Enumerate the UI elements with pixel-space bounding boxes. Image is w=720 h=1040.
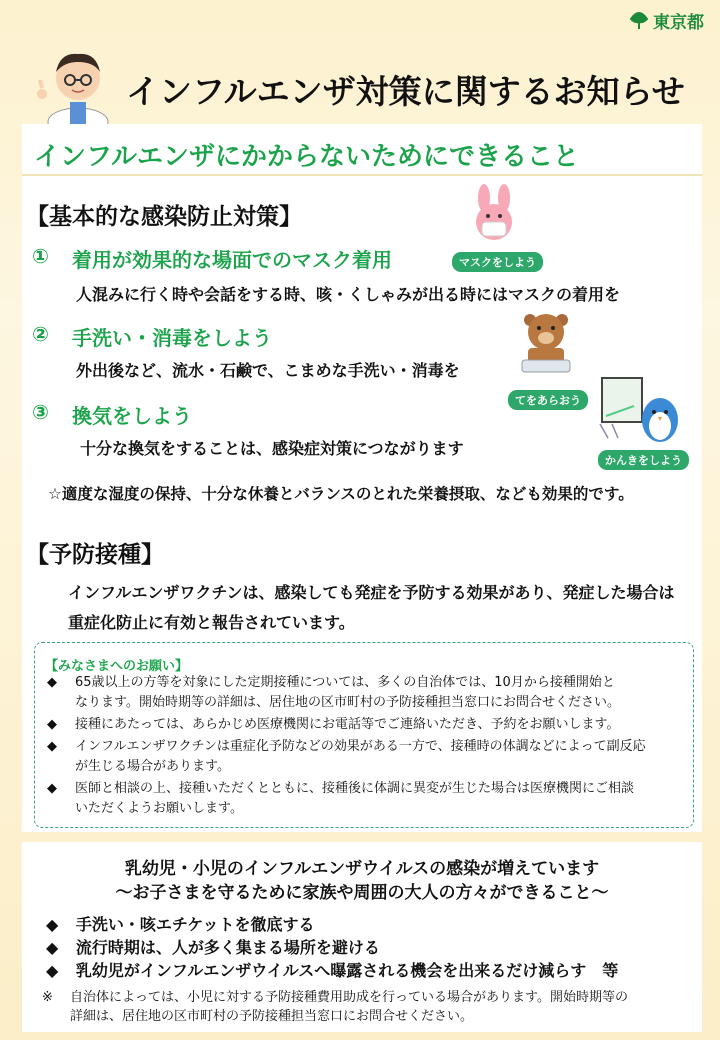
- prevention-panel: [22, 124, 702, 832]
- diamond-bullet-icon: ◆: [47, 717, 57, 732]
- notice-line: なります。開始時期等の詳細は、居住地の区市町村の予防接種担当窓口にお問合せください。: [75, 695, 620, 710]
- notice-line: いただくようお願いします。: [75, 801, 243, 816]
- notice-box: [34, 642, 694, 828]
- vaccine-line-2: 重症化防止に有効と報告されています。: [68, 613, 355, 632]
- ginkgo-leaf-icon: [629, 11, 649, 31]
- notice-line: インフルエンザワクチンは重症化予防などの効果がある一方で、接種時の体調などによって副反応: [75, 739, 646, 754]
- notice-line: が生じる場合があります。: [75, 759, 230, 774]
- children-item-text: 流行時期は、人が多く集まる場所を避ける: [75, 938, 380, 957]
- reference-mark-icon: ※: [42, 990, 53, 1005]
- children-heading-2: ～お子さまを守るために家族や周囲の大人の方々ができること～: [115, 883, 609, 903]
- notice-item: [47, 737, 687, 777]
- children-item-text: 手洗い・咳エチケットを徹底する: [75, 915, 315, 934]
- children-item: [46, 958, 618, 981]
- bear-handwash-illustration: [518, 308, 574, 374]
- note-line: 詳細は、居住地の区市町村の予防接種担当窓口にお問合せください。: [70, 1009, 474, 1024]
- children-panel: [22, 842, 702, 1032]
- item-3-number: ③: [32, 400, 49, 424]
- notice-item: [47, 673, 687, 713]
- subtitle-bar: [22, 124, 702, 176]
- rabbit-mask-illustration: [468, 184, 520, 250]
- penguin-ventilation-illustration: [598, 376, 682, 446]
- vaccine-line-1: インフルエンザワクチンは、感染しても発症を予防する効果があり、発症した場合は: [68, 583, 675, 602]
- notice-line: 接種にあたっては、あらかじめ医療機関にお電話等でご連絡いただき、予約をお願いします。: [75, 717, 620, 732]
- diamond-bullet-icon: ◆: [46, 938, 59, 957]
- children-item: [46, 912, 314, 935]
- diamond-bullet-icon: ◆: [47, 739, 57, 754]
- tip-text: ☆適度な湿度の保持、十分な休養とバランスのとれた栄養摂取、なども効果的です。: [48, 485, 634, 503]
- children-item: [46, 935, 380, 958]
- notice-line: 65歳以上の方等を対象にした定期接種については、多くの自治体では、10月から接種開始と: [75, 675, 615, 690]
- basic-measures-heading: 【基本的な感染防止対策】: [26, 204, 302, 230]
- page-title: インフルエンザ対策に関するお知らせ: [126, 72, 685, 111]
- tokyo-logo: [629, 8, 704, 33]
- vaccine-heading: 【予防接種】: [26, 542, 164, 568]
- children-heading-1: 乳幼児・小児のインフルエンザウイルスの感染が増えています: [124, 859, 600, 879]
- diamond-bullet-icon: ◆: [46, 915, 59, 934]
- notice-title: 【みなさまへのお願い】: [45, 659, 189, 674]
- notice-item: [47, 779, 687, 819]
- item-1-number: ①: [32, 244, 49, 268]
- item-2-number: ②: [32, 322, 49, 346]
- item-3-text: 十分な換気をすることは、感染症対策につながります: [80, 439, 464, 458]
- ventilation-badge: かんきをしよう: [598, 450, 689, 470]
- handwash-badge: てをあらおう: [508, 390, 588, 410]
- mask-badge: マスクをしよう: [452, 252, 543, 272]
- note-line: 自治体によっては、小児に対する予防接種費用助成を行っている場合があります。開始時期等の: [70, 990, 628, 1005]
- item-2-text: 外出後など、流水・石鹸で、こまめな手洗い・消毒を: [76, 361, 460, 380]
- org-name: 東京都: [653, 13, 704, 33]
- item-1-title: 着用が効果的な場面でのマスク着用: [72, 248, 392, 272]
- item-1-text: 人混みに行く時や会話をする時、咳・くしゃみが出る時にはマスクの着用を: [76, 285, 621, 304]
- item-3-title: 換気をしよう: [72, 404, 192, 428]
- diamond-bullet-icon: ◆: [47, 675, 57, 690]
- notice-line: 医師と相談の上、接種いただくとともに、接種後に体調に異変が生じた場合は医療機関にご相談: [75, 781, 635, 796]
- item-2-title: 手洗い・消毒をしよう: [72, 326, 272, 350]
- doctor-illustration: [34, 42, 118, 134]
- notice-item: [47, 715, 687, 735]
- children-note: [42, 988, 692, 1026]
- diamond-bullet-icon: ◆: [47, 781, 57, 796]
- subtitle: インフルエンザにかからないためにできること: [34, 142, 579, 172]
- children-item-text: 乳幼児がインフルエンザウイルスへ曝露される機会を出来るだけ減らす 等: [75, 961, 619, 980]
- diamond-bullet-icon: ◆: [46, 961, 59, 980]
